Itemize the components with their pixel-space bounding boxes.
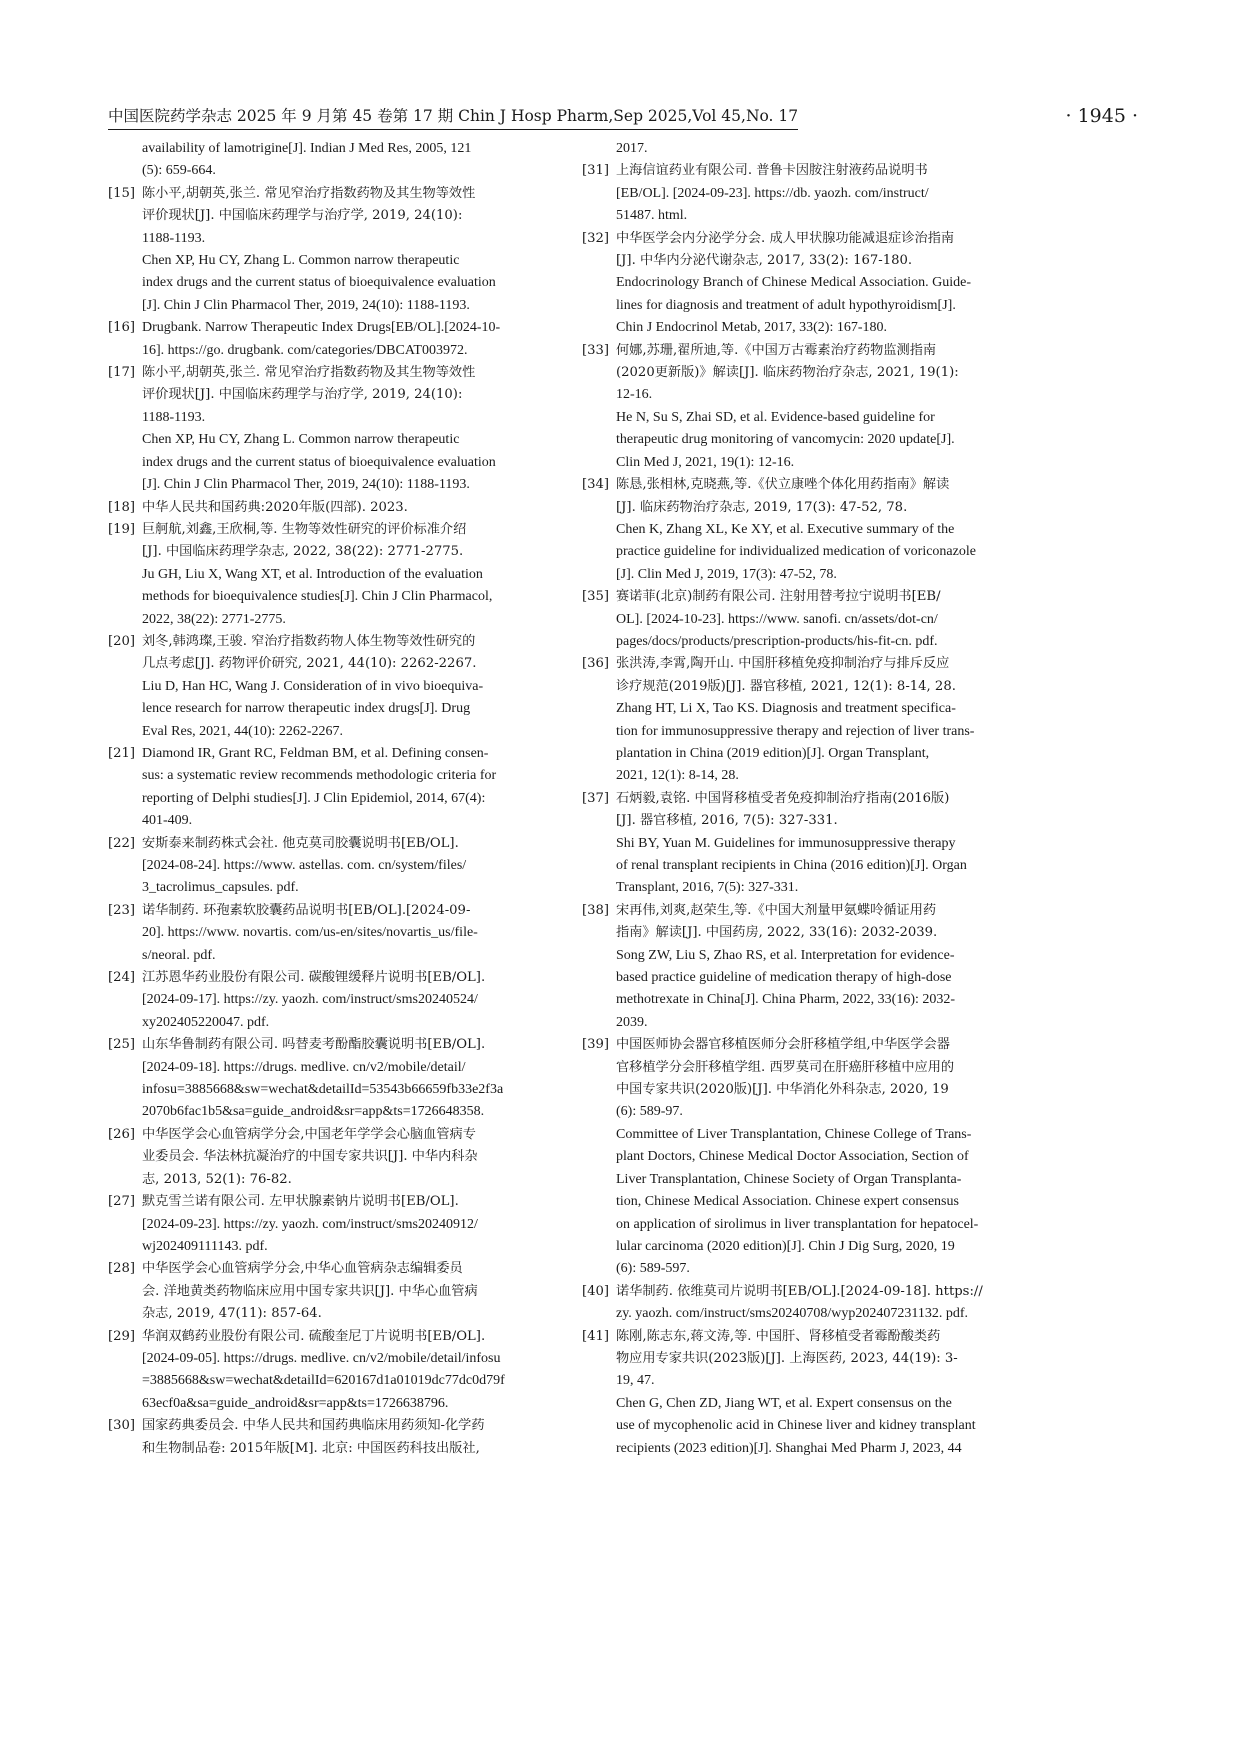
reference-number: [21] — [108, 745, 136, 761]
reference-line: 业委员会. 华法林抗凝治疗的中国专家共识[J]. 中华内科杂 — [142, 1149, 478, 1165]
reference-line: Shi BY, Yuan M. Guidelines for immunosuppressive therapy — [616, 835, 956, 851]
reference-line: He N, Su S, Zhai SD, et al. Evidence-based guideline for — [616, 409, 935, 425]
reference-line: index drugs and the current status of bioequivalence evaluation — [142, 454, 496, 470]
reference-line: lular carcinoma (2020 edition)[J]. Chin J Dig Surg, 2020, 19 — [616, 1238, 955, 1254]
reference-line: 评价现状[J]. 中国临床药理学与治疗学, 2019, 24(10): — [142, 387, 463, 403]
reference-line: 陈刚,陈志东,蒋文涛,等. 中国肝、肾移植受者霉酚酸类药 — [616, 1328, 941, 1344]
reference-line: 中华医学会心血管病学分会,中国老年学学会心脑血管病专 — [142, 1126, 476, 1142]
reference-line: s/neoral. pdf. — [142, 947, 216, 963]
reference-line: sus: a systematic review recommends methodologic criteria for — [142, 768, 497, 784]
reference-line: =3885668&sw=wechat&detailId=620167d1a01019dc77dc0d79f — [142, 1373, 505, 1389]
reference-line: methods for bioequivalence studies[J]. Chin J Clin Pharmacol, — [142, 589, 493, 605]
reference-line: 石炳毅,袁铭. 中国肾移植受者免疫抑制治疗指南(2016版) — [616, 790, 950, 806]
reference-line: [J]. Chin J Clin Pharmacol Ther, 2019, 24(10): 1188-1193. — [142, 477, 470, 493]
reference-number: [33] — [582, 342, 610, 358]
reference-item — [108, 833, 538, 900]
reference-line: recipients (2023 edition)[J]. Shanghai Med Pharm J, 2023, 44 — [616, 1440, 962, 1456]
reference-line: practice guideline for individualized medication of voriconazole — [616, 544, 976, 560]
reference-line: 宋再伟,刘爽,赵荣生,等.《中国大剂量甲氨蝶呤循证用药 — [616, 902, 937, 918]
reference-line: 巨舸航,刘鑫,王欣桐,等. 生物等效性研究的评价标准介绍 — [142, 521, 467, 537]
reference-line: 中华人民共和国药典:2020年版(四部). 2023. — [142, 499, 408, 515]
reference-line: 中华医学会心血管病学分会,中华心血管病杂志编辑委员 — [142, 1261, 463, 1277]
reference-line: based practice guideline of medication therapy of high-dose — [616, 970, 952, 986]
reference-item — [108, 183, 538, 317]
reference-line: 杂志, 2019, 47(11): 857-64. — [142, 1306, 322, 1322]
reference-item — [108, 1326, 538, 1416]
reference-number: [20] — [108, 633, 136, 649]
reference-number: [16] — [108, 320, 136, 336]
reference-line: Song ZW, Liu S, Zhao RS, et al. Interpretation for evidence- — [616, 947, 955, 963]
reference-number: [41] — [582, 1328, 610, 1344]
reference-item — [108, 1124, 538, 1191]
reference-number: [18] — [108, 499, 136, 515]
reference-line: xy202405220047. pdf. — [142, 1014, 270, 1030]
reference-line: 赛诺菲(北京)制药有限公司. 注射用替考拉宁说明书[EB/ — [616, 589, 941, 605]
reference-item — [582, 1034, 1012, 1280]
reference-line: [J]. 器官移植, 2016, 7(5): 327-331. — [616, 813, 838, 829]
reference-line: (2020更新版)》解读[J]. 临床药物治疗杂志, 2021, 19(1): — [616, 365, 959, 381]
reference-line: Chin J Endocrinol Metab, 2017, 33(2): 167-180. — [616, 320, 888, 336]
reference-number: [26] — [108, 1126, 136, 1142]
reference-line: 63ecf0a&sa=guide_android&sr=app&ts=1726638796. — [142, 1395, 449, 1411]
reference-line: 张洪涛,李霄,陶开山. 中国肝移植免疫抑制治疗与排斥反应 — [616, 656, 950, 672]
reference-line: plantation in China (2019 edition)[J]. Organ Transplant, — [616, 745, 930, 761]
reference-number: [35] — [582, 589, 610, 605]
reference-line: [2024-09-23]. https://zy. yaozh. com/instruct/sms20240912/ — [142, 1216, 478, 1232]
reference-line: 16]. https://go. drugbank. com/categories/DBCAT003972. — [142, 342, 468, 358]
reference-line: availability of lamotrigine[J]. Indian J Med Res, 2005, 121 — [142, 141, 472, 156]
reference-line: [J]. 中华内分泌代谢杂志, 2017, 33(2): 167-180. — [616, 253, 913, 269]
reference-line: reporting of Delphi studies[J]. J Clin Epidemiol, 2014, 67(4): — [142, 790, 486, 806]
reference-line: [2024-09-17]. https://zy. yaozh. com/instruct/sms20240524/ — [142, 992, 478, 1008]
reference-number: [36] — [582, 656, 610, 672]
reference-item — [108, 1258, 538, 1325]
reference-line: 1188-1193. — [142, 409, 206, 425]
reference-line: 志, 2013, 52(1): 76-82. — [142, 1171, 292, 1187]
reference-number: [29] — [108, 1328, 136, 1344]
reference-line: 会. 洋地黄类药物临床应用中国专家共识[J]. 中华心血管病 — [142, 1283, 478, 1299]
reference-number: [34] — [582, 477, 610, 493]
reference-line: Zhang HT, Li X, Tao KS. Diagnosis and treatment specifica- — [616, 701, 956, 717]
reference-line: Clin Med J, 2021, 19(1): 12-16. — [616, 454, 795, 470]
reference-line: index drugs and the current status of bioequivalence evaluation — [142, 275, 496, 291]
reference-number: [15] — [108, 185, 136, 201]
reference-line: 和生物制品卷: 2015年版[M]. 北京: 中国医药科技出版社, — [142, 1440, 480, 1456]
reference-line: 20]. https://www. novartis. com/us-en/sites/novartis_us/file- — [142, 925, 478, 941]
reference-line: tion, Chinese Medical Association. Chinese expert consensus — [616, 1194, 959, 1210]
reference-line: 几点考虑[J]. 药物评价研究, 2021, 44(10): 2262-2267. — [142, 656, 477, 672]
reference-line: 指南》解读[J]. 中国药房, 2022, 33(16): 2032-2039. — [616, 925, 938, 941]
reference-line: pages/docs/products/prescription-products/his-fit-cn. pdf. — [616, 633, 938, 649]
reference-line: 2039. — [616, 1014, 648, 1030]
reference-number: [30] — [108, 1418, 136, 1434]
reference-item — [108, 362, 538, 496]
reference-line: 华润双鹤药业股份有限公司. 硫酸奎尼丁片说明书[EB/OL]. — [142, 1328, 486, 1344]
reference-item — [582, 474, 1012, 586]
reference-line: 12-16. — [616, 387, 653, 403]
reference-number: [28] — [108, 1261, 136, 1277]
reference-number: [38] — [582, 902, 610, 918]
reference-line: [J]. Clin Med J, 2019, 17(3): 47-52, 78. — [616, 566, 837, 582]
reference-line: Transplant, 2016, 7(5): 327-331. — [616, 880, 799, 896]
reference-line: use of mycophenolic acid in Chinese liver and kidney transplant — [616, 1418, 976, 1434]
reference-line: 2070b6fac1b5&sa=guide_android&sr=app&ts=1726648358. — [142, 1104, 485, 1120]
reference-line: 中国医师协会器官移植医师分会肝移植学组,中华医学会器 — [616, 1037, 950, 1053]
reference-item — [108, 317, 538, 362]
reference-line: Chen K, Zhang XL, Ke XY, et al. Executive summary of the — [616, 521, 955, 537]
reference-line: methotrexate in China[J]. China Pharm, 2022, 33(16): 2032- — [616, 992, 956, 1008]
reference-line: 陈恳,张相林,克晓燕,等.《伏立康唑个体化用药指南》解读 — [616, 477, 950, 493]
reference-line: Endocrinology Branch of Chinese Medical Association. Guide- — [616, 275, 971, 291]
reference-line: 物应用专家共识(2023版)[J]. 上海医药, 2023, 44(19): 3- — [616, 1350, 958, 1366]
reference-item — [108, 497, 538, 519]
reference-item — [582, 788, 1012, 900]
reference-line: lines for diagnosis and treatment of adult hypothyroidism[J]. — [616, 297, 956, 313]
reference-line: 山东华鲁制药有限公司. 吗替麦考酚酯胶囊说明书[EB/OL]. — [142, 1037, 486, 1053]
reference-line: 安斯泰来制药株式会社. 他克莫司胶囊说明书[EB/OL]. — [142, 835, 459, 851]
reference-line: [J]. 临床药物治疗杂志, 2019, 17(3): 47-52, 78. — [616, 499, 908, 515]
reference-line: [2024-09-18]. https://drugs. medlive. cn/v2/mobile/detail/ — [142, 1059, 466, 1075]
reference-line: [2024-09-05]. https://drugs. medlive. cn/v2/mobile/detail/infosu — [142, 1350, 501, 1366]
reference-number: [27] — [108, 1194, 136, 1210]
reference-line: Drugbank. Narrow Therapeutic Index Drugs[EB/OL].[2024-10- — [142, 320, 501, 336]
reference-line: 2021, 12(1): 8-14, 28. — [616, 768, 739, 784]
reference-number: [31] — [582, 163, 610, 179]
reference-number: [17] — [108, 365, 136, 381]
reference-line: 陈小平,胡朝英,张兰. 常见窄治疗指数药物及其生物等效性 — [142, 365, 476, 381]
reference-item — [108, 138, 538, 183]
reference-item — [582, 586, 1012, 653]
reference-line: plant Doctors, Chinese Medical Doctor Association, Section of — [616, 1149, 969, 1165]
reference-line: [2024-08-24]. https://www. astellas. com. cn/system/files/ — [142, 858, 467, 873]
reference-line: Chen G, Chen ZD, Jiang WT, et al. Expert consensus on the — [616, 1395, 952, 1411]
reference-item — [582, 160, 1012, 227]
reference-line: Diamond IR, Grant RC, Feldman BM, et al. Defining consen- — [142, 745, 489, 761]
reference-line: 诺华制药. 依维莫司片说明书[EB/OL].[2024-09-18]. https:// — [616, 1283, 983, 1299]
reference-item — [582, 138, 1012, 160]
reference-item — [108, 1415, 538, 1460]
reference-item — [582, 340, 1012, 474]
reference-number: [32] — [582, 230, 610, 246]
reference-line: 2017. — [616, 141, 648, 156]
reference-line: 默克雪兰诺有限公司. 左甲状腺素钠片说明书[EB/OL]. — [142, 1194, 459, 1210]
reference-item — [108, 631, 538, 743]
reference-line: 国家药典委员会. 中华人民共和国药典临床用药须知-化学药 — [142, 1418, 485, 1434]
reference-line: 上海信谊药业有限公司. 普鲁卡因胺注射液药品说明书 — [616, 163, 928, 179]
reference-item — [108, 743, 538, 833]
reference-line: 官移植学分会肝移植学组. 西罗莫司在肝癌肝移植中应用的 — [616, 1059, 955, 1075]
reference-number: [24] — [108, 970, 136, 986]
reference-line: Ju GH, Liu X, Wang XT, et al. Introduction of the evaluation — [142, 566, 483, 582]
reference-line: 401-409. — [142, 813, 193, 829]
reference-line: 诊疗规范(2019版)[J]. 器官移植, 2021, 12(1): 8-14, 28. — [616, 678, 956, 694]
reference-item — [582, 1326, 1012, 1460]
reference-number: [22] — [108, 835, 136, 851]
reference-item — [582, 228, 1012, 340]
reference-line: Liver Transplantation, Chinese Society of Organ Transplanta- — [616, 1171, 962, 1187]
reference-line: OL]. [2024-10-23]. https://www. sanofi. cn/assets/dot-cn/ — [616, 611, 938, 627]
reference-line: 评价现状[J]. 中国临床药理学与治疗学, 2019, 24(10): — [142, 208, 463, 224]
reference-line: 陈小平,胡朝英,张兰. 常见窄治疗指数药物及其生物等效性 — [142, 185, 476, 201]
reference-number: [19] — [108, 521, 136, 537]
reference-line: Chen XP, Hu CY, Zhang L. Common narrow therapeutic — [142, 432, 460, 448]
reference-line: 1188-1193. — [142, 230, 206, 246]
reference-item — [108, 1191, 538, 1258]
reference-line: 19, 47. — [616, 1373, 655, 1389]
reference-line: Liu D, Han HC, Wang J. Consideration of in vivo bioequiva- — [142, 678, 484, 694]
reference-line: infosu=3885668&sw=wechat&detailId=53543b66659fb33e2f3a — [142, 1082, 504, 1098]
reference-line: therapeutic drug monitoring of vancomycin: 2020 update[J]. — [616, 432, 955, 448]
reference-item — [582, 900, 1012, 1034]
reference-number: [23] — [108, 902, 136, 918]
reference-item — [108, 1034, 538, 1124]
reference-line: 中华医学会内分泌学分会. 成人甲状腺功能减退症诊治指南 — [616, 230, 955, 246]
page-number: · 1945 · — [1065, 105, 1138, 127]
reference-line: [J]. 中国临床药理学杂志, 2022, 38(22): 2771-2775. — [142, 544, 464, 560]
reference-column-right — [582, 138, 1012, 1460]
reference-line: of renal transplant recipients in China (2016 edition)[J]. Organ — [616, 858, 967, 873]
reference-line: 2022, 38(22): 2771-2775. — [142, 611, 286, 627]
reference-line: (5): 659-664. — [142, 163, 216, 179]
reference-line: lence research for narrow therapeutic index drugs[J]. Drug — [142, 701, 471, 717]
reference-line: on application of sirolimus in liver transplantation for hepatocel- — [616, 1216, 979, 1232]
reference-number: [25] — [108, 1037, 136, 1053]
reference-line: wj202409111143. pdf. — [142, 1238, 268, 1254]
reference-line: [EB/OL]. [2024-09-23]. https://db. yaozh. com/instruct/ — [616, 185, 929, 201]
reference-item — [108, 967, 538, 1034]
running-header — [108, 104, 1138, 134]
reference-item — [582, 653, 1012, 787]
reference-line: Chen XP, Hu CY, Zhang L. Common narrow therapeutic — [142, 253, 460, 269]
reference-line: 江苏恩华药业股份有限公司. 碳酸锂缓释片说明书[EB/OL]. — [142, 970, 486, 986]
reference-line: 刘冬,韩鸿璨,王骏. 窄治疗指数药物人体生物等效性研究的 — [142, 633, 476, 649]
reference-line: 诺华制药. 环孢素软胶囊药品说明书[EB/OL].[2024-09- — [142, 902, 471, 918]
reference-number: [40] — [582, 1283, 610, 1299]
reference-number: [37] — [582, 790, 610, 806]
reference-item — [582, 1281, 1012, 1326]
reference-line: Eval Res, 2021, 44(10): 2262-2267. — [142, 723, 344, 739]
reference-line: 何娜,苏珊,翟所迪,等.《中国万古霉素治疗药物监测指南 — [616, 342, 937, 358]
reference-line: 51487. html. — [616, 208, 688, 224]
reference-line: (6): 589-97. — [616, 1104, 683, 1120]
reference-line: (6): 589-597. — [616, 1261, 690, 1277]
reference-line: 3_tacrolimus_capsules. pdf. — [142, 880, 299, 896]
reference-column-left — [108, 138, 538, 1460]
reference-line: Committee of Liver Transplantation, Chinese College of Trans- — [616, 1126, 972, 1142]
reference-number: [39] — [582, 1037, 610, 1053]
journal-header: 中国医院药学杂志 2025 年 9 月第 45 卷第 17 期 Chin J Hosp Pharm,Sep 2025,Vol 45,No. 17 — [108, 104, 798, 130]
reference-line: tion for immunosuppressive therapy and rejection of liver trans- — [616, 723, 975, 739]
reference-item — [108, 519, 538, 631]
reference-line: 中国专家共识(2020版)[J]. 中华消化外科杂志, 2020, 19 — [616, 1082, 949, 1098]
reference-line: zy. yaozh. com/instruct/sms20240708/wyp202407231132. pdf. — [616, 1306, 969, 1322]
reference-item — [108, 900, 538, 967]
reference-line: [J]. Chin J Clin Pharmacol Ther, 2019, 24(10): 1188-1193. — [142, 297, 470, 313]
